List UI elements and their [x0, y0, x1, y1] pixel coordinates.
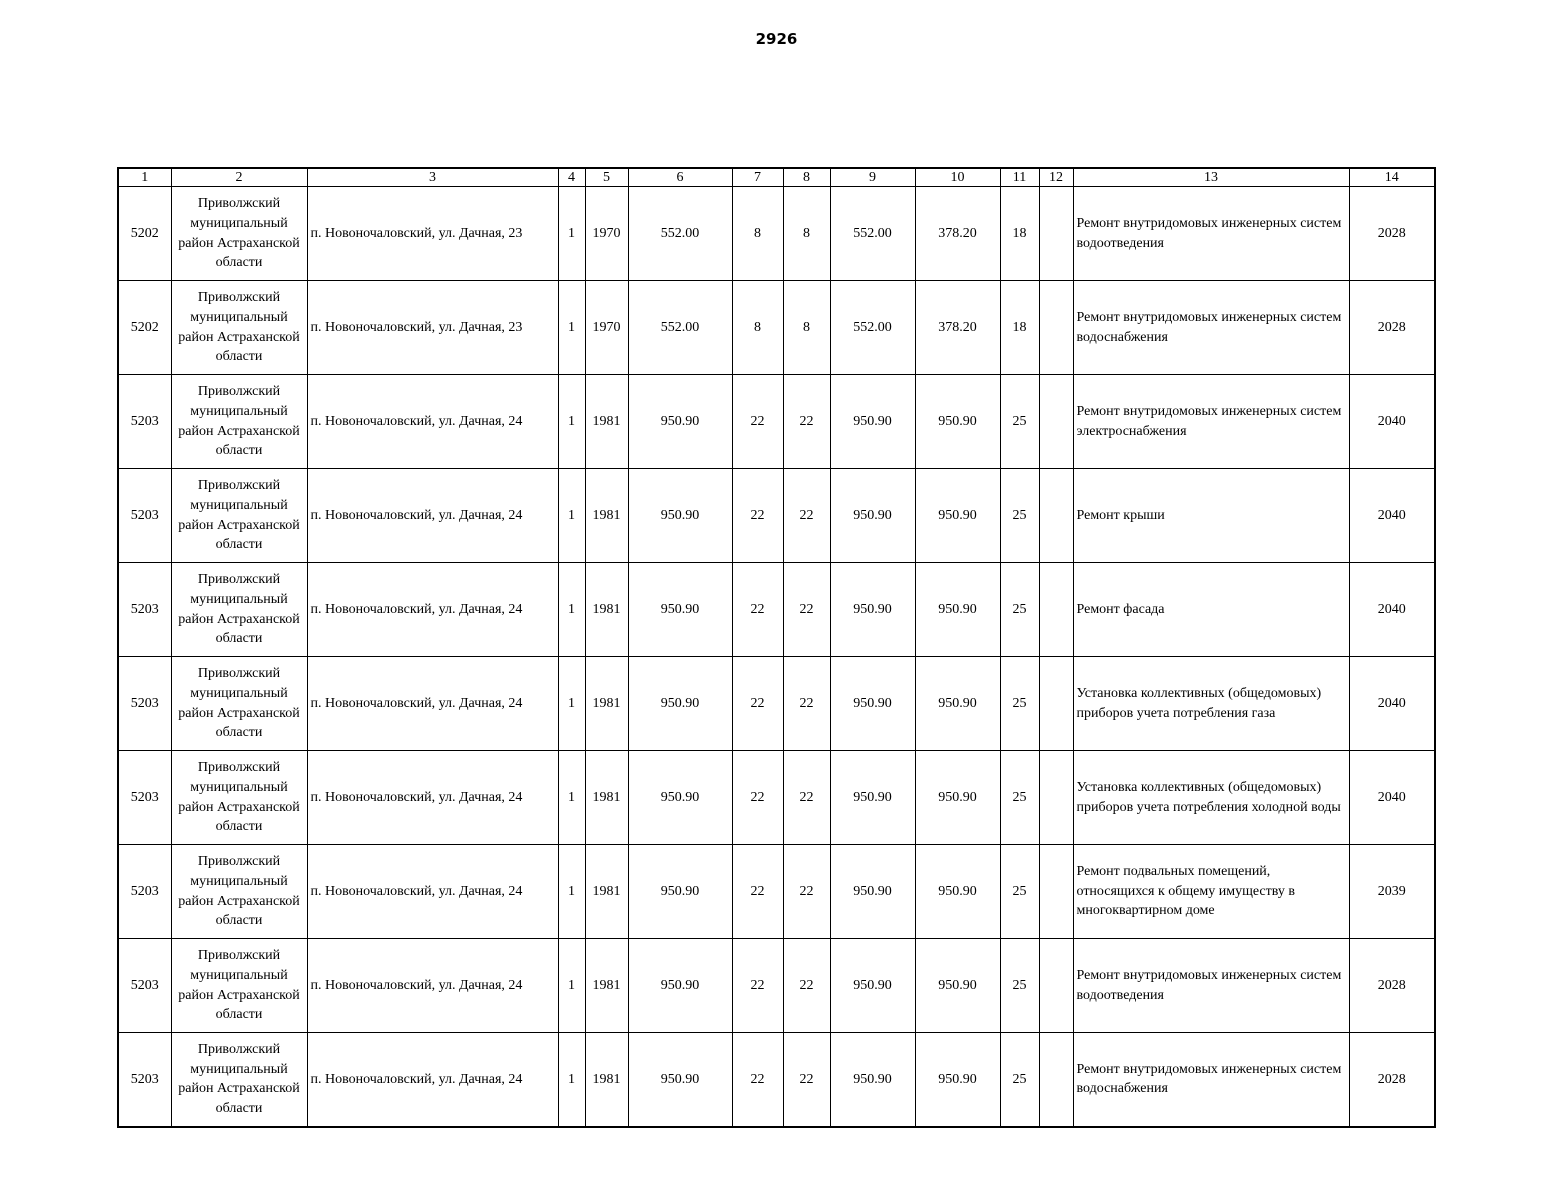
- area-premises: 552.00: [830, 281, 915, 375]
- planned-year: 2039: [1349, 845, 1435, 939]
- municipal-district: Приволжский муниципальный район Астраханской области: [171, 751, 307, 845]
- col-4-value: 1: [558, 939, 585, 1033]
- area-premises: 950.90: [830, 939, 915, 1033]
- col-4-value: 1: [558, 187, 585, 281]
- build-year: 1970: [585, 187, 628, 281]
- column-header: 5: [585, 168, 628, 187]
- planned-year: 2028: [1349, 187, 1435, 281]
- address: п. Новоночаловский, ул. Дачная, 24: [307, 469, 558, 563]
- table-row: [118, 845, 1435, 939]
- col-12-value: [1039, 751, 1073, 845]
- work-type: Ремонт внутридомовых инженерных систем электроснабжения: [1073, 375, 1349, 469]
- column-header: 7: [732, 168, 783, 187]
- col-7-value: 22: [732, 939, 783, 1033]
- work-type: Ремонт внутридомовых инженерных систем водоснабжения: [1073, 1033, 1349, 1127]
- planned-year: 2028: [1349, 281, 1435, 375]
- work-type: Ремонт внутридомовых инженерных систем водоотведения: [1073, 939, 1349, 1033]
- area-residential: 950.90: [915, 1033, 1000, 1127]
- table-row: [118, 187, 1435, 281]
- address: п. Новоночаловский, ул. Дачная, 24: [307, 657, 558, 751]
- col-4-value: 1: [558, 657, 585, 751]
- municipal-district: Приволжский муниципальный район Астраханской области: [171, 657, 307, 751]
- build-year: 1981: [585, 657, 628, 751]
- column-header: 6: [628, 168, 732, 187]
- municipal-district: Приволжский муниципальный район Астраханской области: [171, 563, 307, 657]
- build-year: 1981: [585, 751, 628, 845]
- column-header: 11: [1000, 168, 1039, 187]
- area-premises: 950.90: [830, 751, 915, 845]
- page-number: 2926: [755, 30, 798, 48]
- col-4-value: 1: [558, 281, 585, 375]
- row-number: 5202: [118, 281, 171, 375]
- col-7-value: 22: [732, 375, 783, 469]
- row-number: 5203: [118, 375, 171, 469]
- area-total: 950.90: [628, 939, 732, 1033]
- area-premises: 552.00: [830, 187, 915, 281]
- area-total: 950.90: [628, 563, 732, 657]
- address: п. Новоночаловский, ул. Дачная, 24: [307, 1033, 558, 1127]
- col-8-value: 22: [783, 939, 830, 1033]
- column-header: 4: [558, 168, 585, 187]
- row-number: 5203: [118, 845, 171, 939]
- column-header: 10: [915, 168, 1000, 187]
- column-header: 8: [783, 168, 830, 187]
- column-header: 1: [118, 168, 171, 187]
- build-year: 1981: [585, 845, 628, 939]
- col-11-value: 25: [1000, 845, 1039, 939]
- row-number: 5203: [118, 469, 171, 563]
- area-total: 950.90: [628, 657, 732, 751]
- work-type: Ремонт подвальных помещений, относящихся к общему имуществу в многоквартирном доме: [1073, 845, 1349, 939]
- col-11-value: 25: [1000, 939, 1039, 1033]
- area-residential: 378.20: [915, 187, 1000, 281]
- build-year: 1981: [585, 563, 628, 657]
- area-premises: 950.90: [830, 657, 915, 751]
- col-7-value: 22: [732, 469, 783, 563]
- work-type: Установка коллективных (общедомовых) приборов учета потребления холодной воды: [1073, 751, 1349, 845]
- col-11-value: 25: [1000, 1033, 1039, 1127]
- build-year: 1981: [585, 469, 628, 563]
- column-header: 12: [1039, 168, 1073, 187]
- address: п. Новоночаловский, ул. Дачная, 23: [307, 187, 558, 281]
- municipal-district: Приволжский муниципальный район Астраханской области: [171, 1033, 307, 1127]
- municipal-district: Приволжский муниципальный район Астраханской области: [171, 939, 307, 1033]
- municipal-district: Приволжский муниципальный район Астраханской области: [171, 469, 307, 563]
- column-header: 13: [1073, 168, 1349, 187]
- area-total: 950.90: [628, 845, 732, 939]
- municipal-district: Приволжский муниципальный район Астраханской области: [171, 375, 307, 469]
- col-7-value: 22: [732, 563, 783, 657]
- area-residential: 950.90: [915, 751, 1000, 845]
- row-number: 5203: [118, 751, 171, 845]
- planned-year: 2040: [1349, 657, 1435, 751]
- address: п. Новоночаловский, ул. Дачная, 24: [307, 939, 558, 1033]
- address: п. Новоночаловский, ул. Дачная, 23: [307, 281, 558, 375]
- col-4-value: 1: [558, 845, 585, 939]
- build-year: 1970: [585, 281, 628, 375]
- col-8-value: 8: [783, 187, 830, 281]
- planned-year: 2028: [1349, 939, 1435, 1033]
- col-4-value: 1: [558, 563, 585, 657]
- col-4-value: 1: [558, 751, 585, 845]
- table-row: [118, 375, 1435, 469]
- area-premises: 950.90: [830, 469, 915, 563]
- area-premises: 950.90: [830, 375, 915, 469]
- table-row: [118, 657, 1435, 751]
- col-7-value: 8: [732, 281, 783, 375]
- col-12-value: [1039, 939, 1073, 1033]
- row-number: 5203: [118, 1033, 171, 1127]
- col-11-value: 25: [1000, 563, 1039, 657]
- municipal-district: Приволжский муниципальный район Астраханской области: [171, 845, 307, 939]
- col-8-value: 22: [783, 563, 830, 657]
- area-premises: 950.90: [830, 845, 915, 939]
- area-residential: 378.20: [915, 281, 1000, 375]
- planned-year: 2028: [1349, 1033, 1435, 1127]
- build-year: 1981: [585, 939, 628, 1033]
- col-7-value: 22: [732, 845, 783, 939]
- planned-year: 2040: [1349, 751, 1435, 845]
- planned-year: 2040: [1349, 375, 1435, 469]
- work-type: Установка коллективных (общедомовых) приборов учета потребления газа: [1073, 657, 1349, 751]
- column-number-row: [118, 168, 1435, 187]
- col-8-value: 22: [783, 657, 830, 751]
- col-7-value: 22: [732, 751, 783, 845]
- area-total: 950.90: [628, 1033, 732, 1127]
- col-4-value: 1: [558, 469, 585, 563]
- work-type: Ремонт внутридомовых инженерных систем водоотведения: [1073, 187, 1349, 281]
- area-premises: 950.90: [830, 1033, 915, 1127]
- col-4-value: 1: [558, 1033, 585, 1127]
- column-header: 9: [830, 168, 915, 187]
- area-premises: 950.90: [830, 563, 915, 657]
- planned-year: 2040: [1349, 469, 1435, 563]
- build-year: 1981: [585, 375, 628, 469]
- col-12-value: [1039, 657, 1073, 751]
- work-type: Ремонт крыши: [1073, 469, 1349, 563]
- table-row: [118, 1033, 1435, 1127]
- table-row: [118, 751, 1435, 845]
- col-11-value: 25: [1000, 657, 1039, 751]
- column-header: 14: [1349, 168, 1435, 187]
- col-12-value: [1039, 469, 1073, 563]
- area-total: 950.90: [628, 375, 732, 469]
- col-8-value: 22: [783, 845, 830, 939]
- area-residential: 950.90: [915, 375, 1000, 469]
- municipal-district: Приволжский муниципальный район Астраханской области: [171, 281, 307, 375]
- table-row: [118, 563, 1435, 657]
- col-12-value: [1039, 1033, 1073, 1127]
- area-residential: 950.90: [915, 563, 1000, 657]
- col-11-value: 18: [1000, 281, 1039, 375]
- planned-year: 2040: [1349, 563, 1435, 657]
- col-12-value: [1039, 375, 1073, 469]
- row-number: 5202: [118, 187, 171, 281]
- area-total: 552.00: [628, 187, 732, 281]
- capital-repair-table: [117, 167, 1436, 1128]
- address: п. Новоночаловский, ул. Дачная, 24: [307, 845, 558, 939]
- work-type: Ремонт внутридомовых инженерных систем водоснабжения: [1073, 281, 1349, 375]
- col-7-value: 22: [732, 657, 783, 751]
- area-total: 552.00: [628, 281, 732, 375]
- col-11-value: 18: [1000, 187, 1039, 281]
- address: п. Новоночаловский, ул. Дачная, 24: [307, 751, 558, 845]
- col-11-value: 25: [1000, 375, 1039, 469]
- col-11-value: 25: [1000, 469, 1039, 563]
- col-8-value: 8: [783, 281, 830, 375]
- build-year: 1981: [585, 1033, 628, 1127]
- col-12-value: [1039, 281, 1073, 375]
- area-residential: 950.90: [915, 469, 1000, 563]
- col-4-value: 1: [558, 375, 585, 469]
- col-8-value: 22: [783, 375, 830, 469]
- col-12-value: [1039, 563, 1073, 657]
- table-row: [118, 469, 1435, 563]
- table-row: [118, 281, 1435, 375]
- col-7-value: 8: [732, 187, 783, 281]
- column-header: 2: [171, 168, 307, 187]
- address: п. Новоночаловский, ул. Дачная, 24: [307, 563, 558, 657]
- area-total: 950.90: [628, 751, 732, 845]
- row-number: 5203: [118, 657, 171, 751]
- column-header: 3: [307, 168, 558, 187]
- col-8-value: 22: [783, 1033, 830, 1127]
- area-total: 950.90: [628, 469, 732, 563]
- area-residential: 950.90: [915, 657, 1000, 751]
- col-7-value: 22: [732, 1033, 783, 1127]
- col-11-value: 25: [1000, 751, 1039, 845]
- row-number: 5203: [118, 939, 171, 1033]
- work-type: Ремонт фасада: [1073, 563, 1349, 657]
- area-residential: 950.90: [915, 845, 1000, 939]
- col-8-value: 22: [783, 469, 830, 563]
- row-number: 5203: [118, 563, 171, 657]
- col-8-value: 22: [783, 751, 830, 845]
- address: п. Новоночаловский, ул. Дачная, 24: [307, 375, 558, 469]
- col-12-value: [1039, 187, 1073, 281]
- area-residential: 950.90: [915, 939, 1000, 1033]
- col-12-value: [1039, 845, 1073, 939]
- municipal-district: Приволжский муниципальный район Астраханской области: [171, 187, 307, 281]
- table-row: [118, 939, 1435, 1033]
